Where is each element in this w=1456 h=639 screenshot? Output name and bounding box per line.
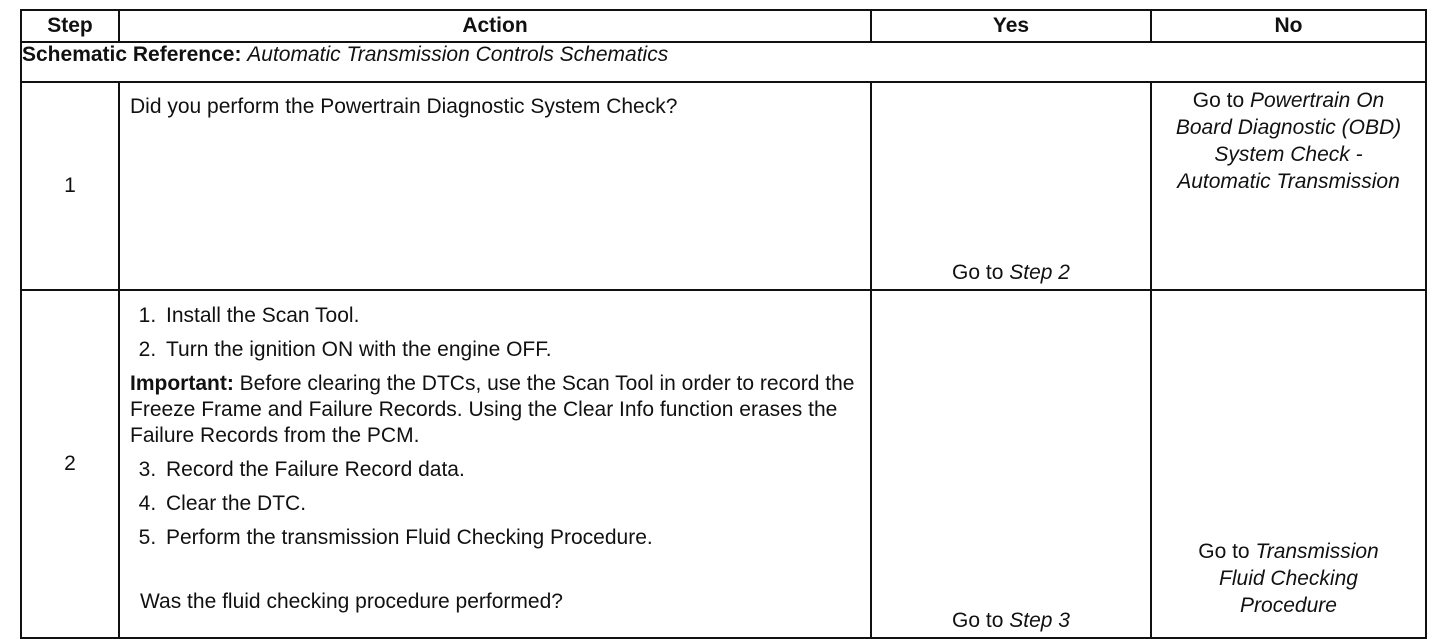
no-prefix: Go to — [1192, 89, 1250, 112]
action-cell — [119, 290, 871, 638]
important-label: Important: — [130, 372, 234, 395]
important-note — [130, 371, 858, 449]
yes-prefix: Go to — [952, 609, 1010, 632]
yes-cell — [871, 82, 1151, 290]
schematic-reference-link[interactable]: Automatic Transmission Controls Schematics — [247, 43, 669, 66]
no-procedure-link[interactable]: Transmission Fluid Checking Procedure — [1219, 540, 1379, 617]
header-yes: Yes — [871, 10, 1151, 42]
yes-step-link[interactable]: Step 3 — [1009, 609, 1070, 632]
action-question: Did you perform the Powertrain Diagnostic System Check? — [130, 95, 678, 118]
step-list-a — [130, 303, 858, 363]
no-procedure-link[interactable]: Powertrain On Board Diagnostic (OBD) System Check - Automatic Transmission — [1175, 89, 1402, 193]
list-item: 4. Clear the DTC. — [162, 491, 858, 517]
no-prefix: Go to — [1198, 540, 1256, 563]
schematic-reference-row — [21, 42, 1426, 82]
list-item: 5. Perform the transmission Fluid Checking Procedure. — [162, 525, 858, 551]
yes-step-link[interactable]: Step 2 — [1009, 261, 1070, 284]
list-item: 2. Turn the ignition ON with the engine OFF. — [162, 337, 858, 363]
step-number: 2 — [21, 290, 119, 638]
no-cell — [1151, 82, 1426, 290]
table-row — [21, 290, 1426, 638]
table-row — [21, 82, 1426, 290]
header-no: No — [1151, 10, 1426, 42]
list-item: 1. Install the Scan Tool. — [162, 303, 858, 329]
diagnostic-table — [20, 9, 1427, 639]
step-list-b — [130, 457, 858, 551]
step-number: 1 — [21, 82, 119, 290]
important-text: Before clearing the DTCs, use the Scan Tool in order to record the Freeze Frame and Failure Records. Using the Clear Info function erases the Failure Records from the PCM. — [130, 372, 855, 447]
action-cell — [119, 82, 871, 290]
schematic-reference-label: Schematic Reference: — [22, 43, 242, 66]
header-action: Action — [119, 10, 871, 42]
header-row — [21, 10, 1426, 42]
yes-cell — [871, 290, 1151, 638]
action-question: Was the fluid checking procedure performed? — [140, 590, 563, 613]
schematic-reference — [21, 42, 1426, 82]
header-step: Step — [21, 10, 119, 42]
yes-prefix: Go to — [952, 261, 1010, 284]
list-item: 3. Record the Failure Record data. — [162, 457, 858, 483]
no-cell — [1151, 290, 1426, 638]
